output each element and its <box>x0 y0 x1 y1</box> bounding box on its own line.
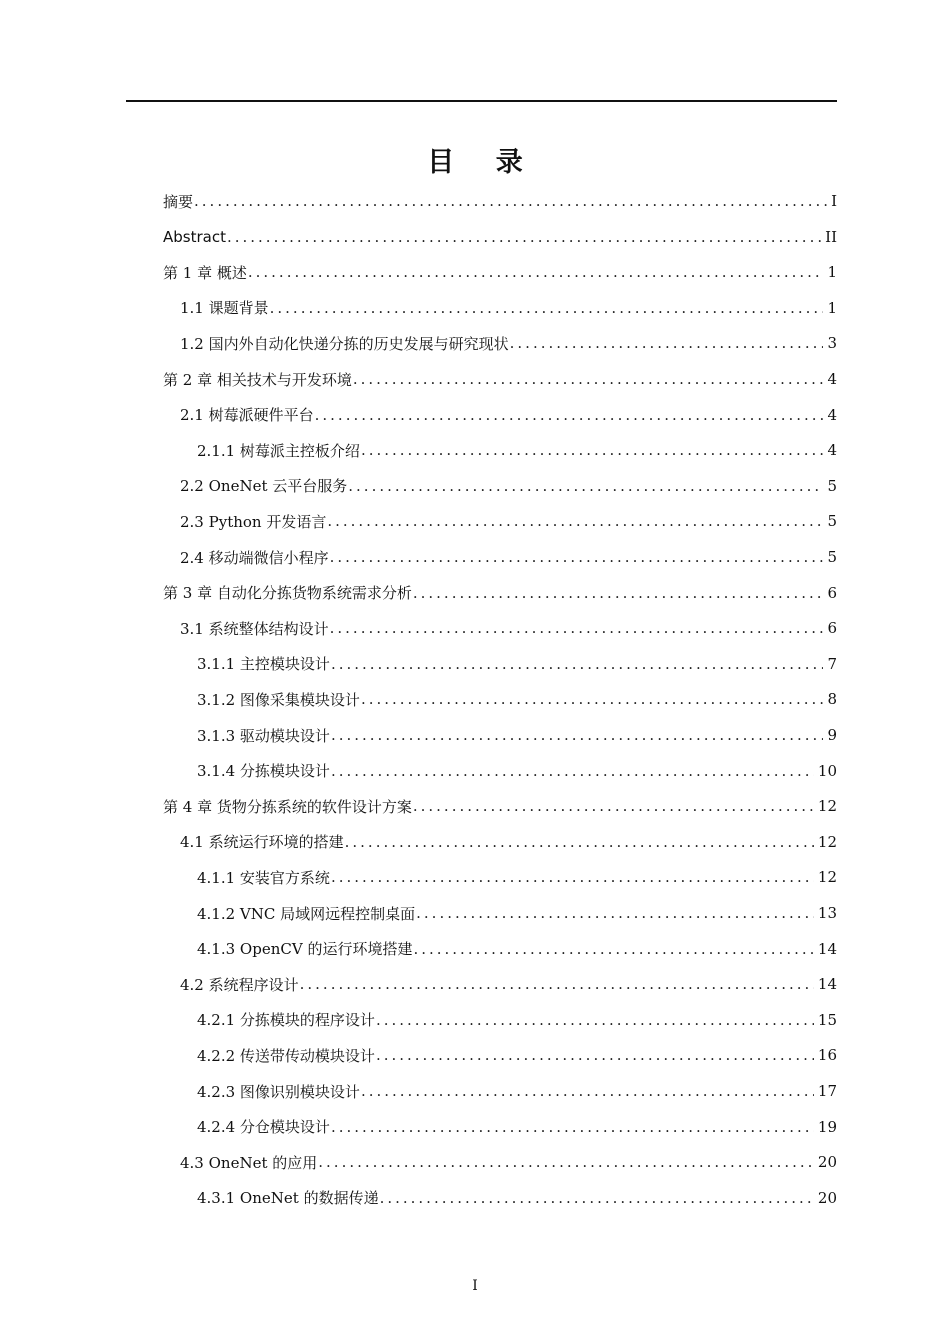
toc-entry-label: 3.1.2 图像采集模块设计 <box>197 690 360 709</box>
toc-entry[interactable] <box>0 326 837 360</box>
toc-entry-label: 2.1.1 树莓派主控板介绍 <box>197 441 360 460</box>
toc-entry[interactable] <box>0 1074 837 1108</box>
toc-entry-page: 13 <box>817 904 837 922</box>
toc-entry[interactable] <box>0 789 837 823</box>
toc-entry-label: 1.2 国内外自动化快递分拣的历史发展与研究现状 <box>180 334 509 353</box>
toc-entry-page: 5 <box>827 548 837 566</box>
toc-entry-label: 摘要 <box>163 192 194 211</box>
toc-entry-label: 2.3 Python 开发语言 <box>180 512 327 531</box>
toc-entry-label: 第 4 章 货物分拣系统的软件设计方案 <box>163 797 412 816</box>
toc-entry[interactable] <box>0 1038 837 1072</box>
toc-dot-leader <box>318 1153 814 1171</box>
toc-entry[interactable] <box>0 398 837 432</box>
toc-entry-page: 8 <box>827 690 837 709</box>
page-number: I <box>472 1278 478 1294</box>
toc-dot-leader <box>361 1082 814 1100</box>
toc-entry-page: 14 <box>817 975 837 994</box>
toc-entry-label: 4.1.2 VNC 局域网远程控制桌面 <box>197 904 416 923</box>
toc-entry[interactable] <box>0 967 837 1001</box>
toc-dot-leader <box>331 762 814 780</box>
toc-entry-page: 20 <box>817 1153 837 1172</box>
toc-entry[interactable] <box>0 1181 837 1215</box>
toc-dot-leader <box>510 334 824 352</box>
toc-entry-page: 5 <box>827 512 837 531</box>
toc-dot-leader <box>330 548 824 566</box>
toc-dot-leader <box>416 904 814 922</box>
toc-entry-page: I <box>831 192 837 210</box>
toc-entry-page: 10 <box>817 761 837 780</box>
toc-entry-label: 4.2.1 分拣模块的程序设计 <box>197 1011 375 1030</box>
toc-dot-leader <box>413 797 814 815</box>
toc-entry[interactable] <box>0 1003 837 1037</box>
toc-entry[interactable] <box>0 291 837 325</box>
toc-entry-label: 3.1.1 主控模块设计 <box>197 655 330 674</box>
toc-dot-leader <box>376 1046 814 1064</box>
toc-dot-leader <box>330 619 824 637</box>
toc-entry[interactable] <box>0 647 837 681</box>
toc-entry[interactable] <box>0 611 837 645</box>
toc-entry[interactable] <box>0 540 837 574</box>
toc-dot-leader <box>348 477 823 495</box>
toc-entry-label: 2.1 树莓派硬件平台 <box>180 406 314 425</box>
toc-entry[interactable] <box>0 220 837 254</box>
toc-entry-label: 3.1.4 分拣模块设计 <box>197 762 330 781</box>
toc-entry-label: 4.2 系统程序设计 <box>180 975 299 994</box>
toc-entry[interactable] <box>0 433 837 467</box>
toc-entry[interactable] <box>0 1110 837 1144</box>
toc-entry-page: 15 <box>817 1010 837 1029</box>
toc-entry[interactable] <box>0 504 837 538</box>
toc-dot-leader <box>270 299 824 317</box>
toc-entry[interactable] <box>0 754 837 788</box>
toc-dot-leader <box>413 940 813 958</box>
toc-entry-page: 12 <box>817 868 837 887</box>
toc-entry-label: 3.1 系统整体结构设计 <box>180 619 329 638</box>
toc-entry[interactable] <box>0 255 837 289</box>
toc-entry[interactable] <box>0 362 837 396</box>
toc-entry-page: 16 <box>817 1046 837 1065</box>
toc-entry-page: 4 <box>827 441 837 460</box>
toc-entry-label: 3.1.3 驱动模块设计 <box>197 726 330 745</box>
toc-entry-label: 4.1.3 OpenCV 的运行环境搭建 <box>197 940 413 959</box>
toc-dot-leader <box>331 726 824 744</box>
toc-entry-page: 1 <box>827 298 837 317</box>
toc-dot-leader <box>227 228 821 246</box>
toc-entry-page: II <box>825 227 837 246</box>
toc-dot-leader <box>194 192 827 210</box>
toc-dot-leader <box>361 441 824 459</box>
toc-entry-label: 4.2.3 图像识别模块设计 <box>197 1082 360 1101</box>
toc-entry-page: 14 <box>817 939 837 958</box>
toc-dot-leader <box>300 975 814 993</box>
toc-entry-page: 3 <box>827 334 837 353</box>
toc-dot-leader <box>331 868 814 886</box>
toc-entry-label: 4.2.4 分仓模块设计 <box>197 1118 330 1137</box>
toc-entry-page: 7 <box>827 654 837 673</box>
toc-entry-page: 20 <box>817 1188 837 1207</box>
toc-entry-label: 第 3 章 自动化分拣货物系统需求分析 <box>163 584 412 603</box>
toc-entry[interactable] <box>0 825 837 859</box>
toc-entry[interactable] <box>0 469 837 503</box>
toc-entry-page: 4 <box>827 405 837 424</box>
toc-entry-label: 4.1.1 安装官方系统 <box>197 868 330 887</box>
toc-dot-leader <box>353 370 824 388</box>
toc-entry[interactable] <box>0 932 837 966</box>
toc-entry[interactable] <box>0 184 837 218</box>
toc-entry-label: 1.1 课题背景 <box>180 299 269 318</box>
toc-entry-label: 4.3.1 OneNet 的数据传递 <box>197 1189 379 1208</box>
toc-entry-label: 4.1 系统运行环境的搭建 <box>180 833 344 852</box>
toc-entry-page: 6 <box>827 619 837 638</box>
toc-entry-page: 17 <box>817 1082 837 1100</box>
toc-entry-label: 第 2 章 相关技术与开发环境 <box>163 370 352 389</box>
toc-entry-page: 5 <box>827 476 837 495</box>
toc-entry[interactable] <box>0 1145 837 1179</box>
toc-entry-page: 12 <box>817 797 837 816</box>
toc-dot-leader <box>248 263 824 281</box>
toc-title: 目 录 <box>427 147 539 178</box>
header-rule <box>126 100 837 102</box>
toc-entry[interactable] <box>0 718 837 752</box>
toc-entry[interactable] <box>0 896 837 930</box>
toc-dot-leader <box>376 1011 814 1029</box>
toc-dot-leader <box>345 833 814 851</box>
toc-entry-page: 19 <box>817 1117 837 1136</box>
toc-entry-page: 9 <box>827 726 837 744</box>
toc-entry-label: 4.3 OneNet 的应用 <box>180 1153 318 1172</box>
toc-entry-label: Abstract <box>163 227 226 246</box>
toc-dot-leader <box>361 690 824 708</box>
toc-entry-label: 2.2 OneNet 云平台服务 <box>180 477 348 496</box>
toc-entry-page: 6 <box>827 583 837 602</box>
toc-dot-leader <box>413 584 824 602</box>
toc-entry[interactable] <box>0 576 837 610</box>
toc-entry[interactable] <box>0 682 837 716</box>
toc-entry-label: 4.2.2 传送带传动模块设计 <box>197 1046 375 1065</box>
toc-entry-page: 1 <box>827 263 837 282</box>
toc-entry-label: 2.4 移动端微信小程序 <box>180 548 329 567</box>
toc-entry-page: 4 <box>827 370 837 388</box>
toc-entry-label: 第 1 章 概述 <box>163 263 247 282</box>
toc-dot-leader <box>380 1189 814 1207</box>
toc-entry[interactable] <box>0 860 837 894</box>
toc-entry-page: 12 <box>817 832 837 851</box>
toc-dot-leader <box>327 512 823 530</box>
toc-dot-leader <box>315 406 824 424</box>
toc-dot-leader <box>331 1118 814 1136</box>
toc-dot-leader <box>331 655 824 673</box>
